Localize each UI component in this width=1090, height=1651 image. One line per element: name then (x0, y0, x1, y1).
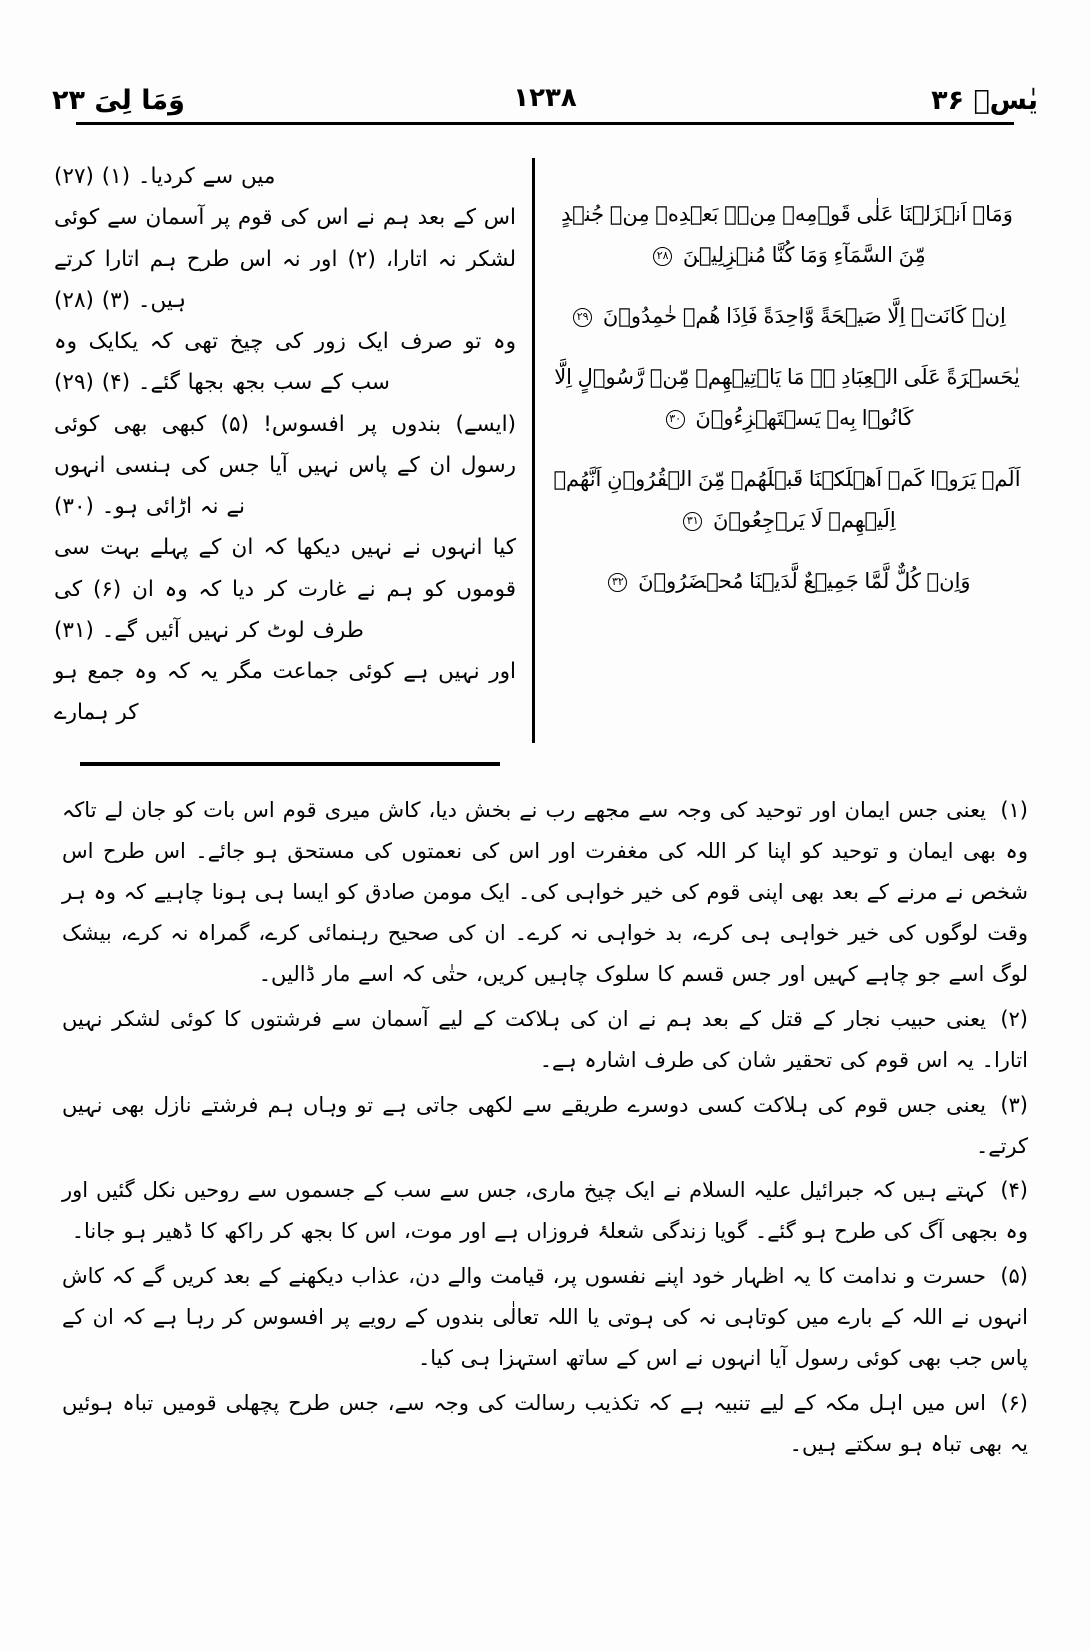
footnote-marker: (۶) (1000, 1391, 1028, 1416)
ayah-block (552, 459, 1022, 541)
para-marker: وَمَا لِیَ ۲۳ (52, 84, 185, 116)
urdu-paragraph: اور نہیں ہے کوئی جماعت مگر یہ کہ وہ جمع ہو کر ہمارے (54, 659, 516, 726)
footnote-text: حسرت و ندامت کا یہ اظہار خود اپنے نفسوں پر، قیامت والے دن، عذاب دیکھنے کے بعد کریں گے کہ کاش انہوں نے اللہ کے بارے میں کوتاہی نہ کی ہوتی یا اللہ تعالٰی بندوں کے رویے پر افسوس کر رہا ہے کہ ان کے پاس جب بھی کوئی رسول آیا انہوں نے اس کے ساتھ استہزا ہی کیا۔ (62, 1264, 1028, 1371)
urdu-paragraph: (ایسے) بندوں پر افسوس! (۵) کبھی بھی کوئی رسول ان کے پاس نہیں آیا جس کی ہنسی انہوں نے نہ اڑائی ہو۔ (۳۰) (54, 411, 516, 520)
footnote-text: یعنی جس قوم کی ہلاکت کسی دوسرے طریقے سے لکھی جاتی ہے تو وہاں ہم فرشتے نازل بھی نہیں کرتے۔ (62, 1092, 1028, 1158)
footnote-marker: (۲) (1000, 1006, 1028, 1031)
ayah-number: ۳۲ (608, 573, 627, 592)
footnote-item (62, 1256, 1028, 1379)
footnote-text: یعنی جس ایمان اور توحید کی وجہ سے مجھے رب نے بخش دیا، کاش میری قوم اس بات کو جان لے تاکہ وہ بھی ایمان و توحید کو اپنا کر اللہ کی مغفرت اور اس کی نعمتوں کی مستحق ہو جائے۔ اس طرح اس شخص نے مرنے کے بعد بھی اپنی قوم کی خیر خواہی کی۔ ایک مومن صادق کو ایسا ہی ہونا چاہیے کہ وہ ہر وقت لوگوں کی خیر خواہی ہی کرے، بد خواہی نہ کرے۔ ان کی صحیح رہنمائی کرے، گمراہ نہ کرے، بیشک لوگ اسے جو چاہے کہیں اور جس قسم کا سلوک چاہیں کریں، حتٰی کہ اسے مار ڈالیں۔ (62, 798, 1028, 986)
ayah-text: اِنۡ كَانَتۡ اِلَّا صَيۡحَةً وَّاحِدَةً فَاِذَا هُمۡ خٰمِدُوۡنَ (602, 303, 1006, 328)
footnote-text: اس میں اہل مکہ کے لیے تنبیہ ہے کہ تکذیب رسالت کی وجہ سے، جس طرح پچھلی قومیں تباہ ہوئیں یہ بھی تباہ ہو سکتے ہیں۔ (62, 1391, 1028, 1457)
urdu-paragraph: اس کے بعد ہم نے اس کی قوم پر آسمان سے کوئی لشکر نہ اتارا، (۲) اور نہ اس طرح ہم اتارا کرتے ہیں۔ (۳) (۲۸) (54, 205, 516, 313)
urdu-translation-column (54, 156, 516, 734)
header-divider-rule (76, 122, 1014, 125)
ayah-number: ۳۰ (666, 410, 685, 429)
footnotes-section (62, 790, 1028, 1469)
surah-marker: یٰسۤ ۳۶ (931, 84, 1038, 116)
ayah-number: ۲۸ (653, 247, 672, 266)
footnote-item (62, 1170, 1028, 1252)
footnote-divider-rule (80, 762, 500, 766)
ayah-text: يٰحَسۡرَةً عَلَى الۡعِبَادِ ؔۚ مَا يَاۡتِيۡهِمۡ مِّنۡ رَّسُوۡلٍ اِلَّا كَانُوۡا بِهٖ يَسۡتَهۡزِءُوۡنَ (554, 364, 1020, 430)
ayah-text: وَاِنۡ كُلٌّ لَّمَّا جَمِيۡعٌ لَّدَيۡنَا مُحۡضَرُوۡنَ (638, 568, 971, 593)
ayah-block (552, 561, 1022, 602)
ayah-block (552, 296, 1022, 337)
column-divider-rule (532, 158, 535, 743)
footnote-item (62, 790, 1028, 995)
footnote-marker: (۵) (1000, 1264, 1028, 1289)
body-columns (54, 150, 1032, 750)
footnote-item (62, 1383, 1028, 1465)
urdu-paragraph: وہ تو صرف ایک زور کی چیخ تھی کہ یکایک وہ سب کے سب بجھ بجھا گئے۔ (۴) (۲۹) (54, 329, 516, 396)
ayah-block (552, 357, 1022, 439)
footnote-text: یعنی حبیب نجار کے قتل کے بعد ہم نے ان کی ہلاکت کے لیے آسمان سے فرشتوں کا کوئی لشکر نہیں اتارا۔ یہ اس قوم کی تحقیر شان کی طرف اشارہ ہے۔ (62, 1006, 1028, 1072)
page-header (52, 72, 1038, 124)
ayah-text: اَلَمۡ يَرَوۡا كَمۡ اَهۡلَكۡنَا قَبۡلَهُمۡ مِّنَ الۡقُرُوۡنِ اَنَّهُمۡ اِلَيۡهِمۡ لَا يَرۡجِعُوۡنَ (553, 466, 1021, 532)
ayah-block (552, 194, 1022, 276)
footnote-text: کہتے ہیں کہ جبرائیل علیہ السلام نے ایک چیخ ماری، جس سے سب کے جسموں سے روحیں نکل گئیں اور وہ بجھی آگ کی طرح ہو گئے۔ گویا زندگی شعلۂ فروزاں ہے اور موت، اس کا بجھ کر راکھ کا ڈھیر ہو جانا۔ (62, 1178, 1028, 1244)
footnote-item (62, 999, 1028, 1081)
ayah-text: وَمَاۤ اَنۡزَلۡنَا عَلٰى قَوۡمِهٖ مِنۡۢ بَعۡدِهٖ مِنۡ جُنۡدٍ مِّنَ السَّمَآءِ وَمَا كُنَّا مُنۡزِلِيۡنَ (561, 202, 1013, 267)
ayah-number: ۳۱ (683, 512, 702, 531)
footnote-marker: (۳) (1000, 1092, 1028, 1117)
urdu-paragraph: کیا انہوں نے نہیں دیکھا کہ ان کے پہلے بہت سی قوموں کو ہم نے غارت کر دیا کہ وہ ان (۶) کی طرف لوٹ کر نہیں آئیں گے۔ (۳۱) (54, 535, 516, 643)
footnote-marker: (۴) (1000, 1178, 1028, 1203)
page-number: ۱۲۳۸ (513, 83, 577, 113)
ayah-number: ۲۹ (573, 308, 592, 327)
footnote-marker: (۱) (1000, 798, 1028, 822)
footnote-item (62, 1085, 1028, 1167)
urdu-paragraph: میں سے کردیا۔ (۱) (۲۷) (54, 164, 276, 189)
arabic-text-column (552, 194, 1022, 622)
